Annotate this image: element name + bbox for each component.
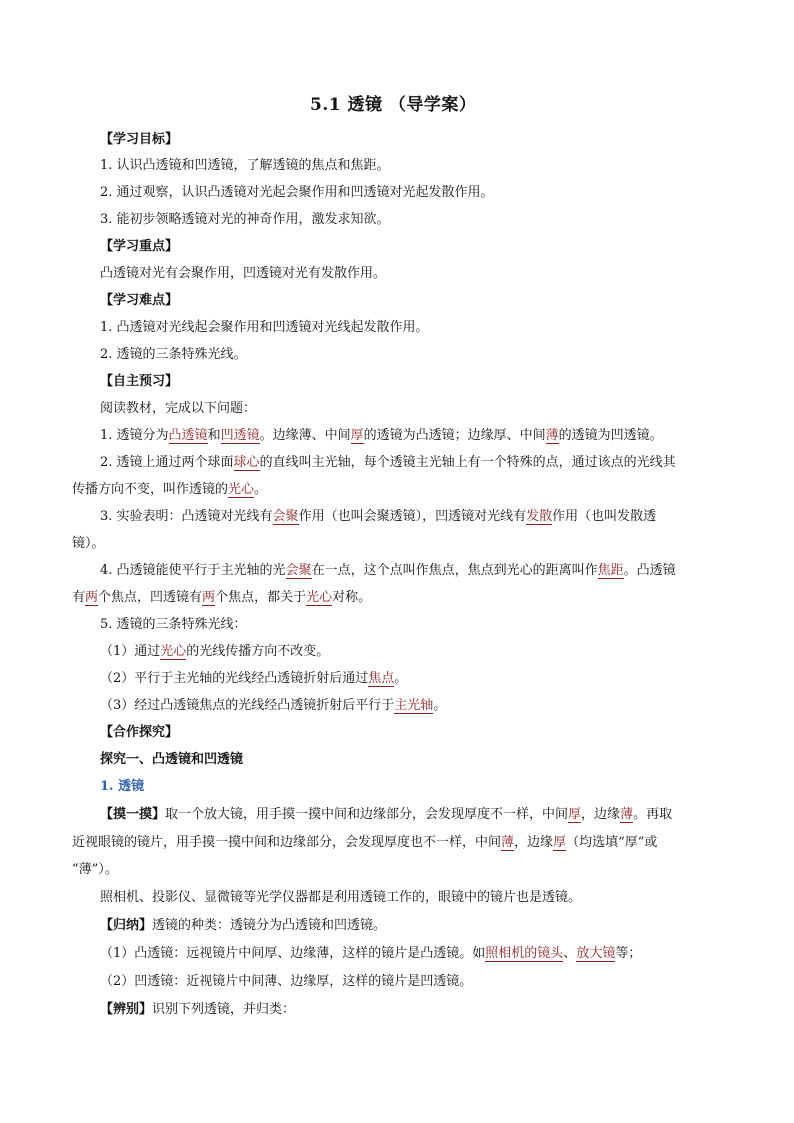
answer-blank: 光心 xyxy=(228,482,255,497)
identify-activity xyxy=(100,1001,295,1019)
camera-note: 照相机、投影仪、显微镜等光学仪器都是利用透镜工作的，眼镜中的镜片也是透镜。 xyxy=(100,890,582,905)
explore-section-title: 1. 透镜 xyxy=(100,779,145,794)
text: 。凸透镜 xyxy=(623,563,676,578)
tag: 【归纳】 xyxy=(100,918,153,933)
preview-question-2 xyxy=(100,454,676,472)
text: 传播方向不变，叫作透镜的 xyxy=(72,482,229,497)
objective-item: 3. 能初步领略透镜对光的神奇作用，激发求知欲。 xyxy=(100,212,390,227)
touch-activity-cont xyxy=(72,834,657,852)
answer-blank: 凹透镜 xyxy=(220,428,260,443)
preview-question-3-cont: 镜）。 xyxy=(72,536,105,551)
preview-intro: 阅读教材，完成以下问题： xyxy=(100,401,257,416)
summary xyxy=(100,917,386,935)
special-ray-2 xyxy=(100,670,407,688)
text: 个焦点，凹透镜有 xyxy=(98,590,203,605)
text: 的光线传播方向不改变。 xyxy=(186,644,330,659)
answer-blank: 薄 xyxy=(620,807,634,822)
answer-blank: 两 xyxy=(85,590,99,605)
text: （均选填“厚”或 xyxy=(566,835,658,850)
objective-item: 2. 通过观察，认识凸透镜对光起会聚作用和凹透镜对光起发散作用。 xyxy=(100,185,494,200)
text: 个焦点，都关于 xyxy=(215,590,307,605)
section-header-objectives: 【学习目标】 xyxy=(100,132,179,147)
text: 1. 透镜分为 xyxy=(100,428,169,443)
convex-lens-note xyxy=(100,945,641,963)
text: 作用（也叫会聚透镜），凹透镜对光线有 xyxy=(298,509,527,524)
answer-blank: 薄 xyxy=(501,835,515,850)
preview-question-3 xyxy=(100,508,656,526)
text: 等； xyxy=(615,946,642,961)
text: 的透镜为凸透镜；边缘厚、中间 xyxy=(363,428,546,443)
text: （1）凸透镜：远视镜片中间厚、边缘薄，这样的镜片是凸透镜。如 xyxy=(100,946,486,961)
preview-question-1 xyxy=(100,427,663,445)
preview-question-4-cont xyxy=(72,589,371,607)
answer-blank: 凸透镜 xyxy=(168,428,208,443)
section-header-difficulties: 【学习难点】 xyxy=(100,293,179,308)
answer-blank: 会聚 xyxy=(272,509,299,524)
text: 对称。 xyxy=(332,590,372,605)
answer-blank: 焦点 xyxy=(368,671,395,686)
special-ray-3 xyxy=(100,697,446,715)
text: 在一点，这个点叫作焦点，焦点到光心的距离叫作 xyxy=(311,563,598,578)
answer-blank: 会聚 xyxy=(285,563,312,578)
answer-blank: 照相机的镜头 xyxy=(485,946,564,961)
answer-blank: 光心 xyxy=(306,590,333,605)
special-ray-1 xyxy=(100,643,329,661)
text: 。 xyxy=(254,482,268,497)
answer-blank: 光心 xyxy=(160,644,187,659)
text: 和 xyxy=(207,428,221,443)
text: 。再取 xyxy=(633,807,673,822)
preview-question-2-cont xyxy=(72,481,267,499)
section-header-explore: 【合作探究】 xyxy=(100,725,179,740)
answer-blank: 厚 xyxy=(568,807,582,822)
text: ，边缘 xyxy=(581,807,621,822)
text: 2. 透镜上通过两个球面 xyxy=(100,455,234,470)
touch-activity xyxy=(100,806,672,824)
text: 。 xyxy=(394,671,408,686)
objective-item: 1. 认识凸透镜和凹透镜，了解透镜的焦点和焦距。 xyxy=(100,158,390,173)
answer-blank: 两 xyxy=(202,590,216,605)
text: （3）经过凸透镜焦点的光线经凸透镜折射后平行于 xyxy=(100,698,395,713)
preview-question-4 xyxy=(100,562,676,580)
text: 的直线叫主光轴，每个透镜主光轴上有一个特殊的点，通过该点的光线其 xyxy=(259,455,676,470)
preview-question-5: 5. 透镜的三条特殊光线： xyxy=(100,617,247,632)
touch-activity-cont: “薄”）。 xyxy=(72,862,118,877)
answer-blank: 发散 xyxy=(526,509,553,524)
text: 识别下列透镜，并归类： xyxy=(152,1002,296,1017)
answer-blank: 球心 xyxy=(233,455,260,470)
text: 。边缘薄、中间 xyxy=(259,428,351,443)
answer-blank: 放大镜 xyxy=(576,946,616,961)
text: 作用（也叫发散透 xyxy=(552,509,657,524)
page-title: 5.1 透镜 （导学案） xyxy=(310,95,477,115)
text: ，边缘 xyxy=(514,835,554,850)
difficulty-item: 2. 透镜的三条特殊光线。 xyxy=(100,347,247,362)
answer-blank: 主光轴 xyxy=(394,698,434,713)
text: （1）通过 xyxy=(100,644,161,659)
answer-blank: 厚 xyxy=(553,835,567,850)
explore-subheading: 探究一、凸透镜和凹透镜 xyxy=(100,752,244,767)
text: 。 xyxy=(433,698,447,713)
answer-blank: 薄 xyxy=(545,428,559,443)
text: 、 xyxy=(563,946,577,961)
difficulty-item: 1. 凸透镜对光线起会聚作用和凹透镜对光线起发散作用。 xyxy=(100,320,429,335)
text: 3. 实验表明：凸透镜对光线有 xyxy=(100,509,273,524)
text: （2）平行于主光轴的光线经凸透镜折射后通过 xyxy=(100,671,369,686)
section-header-keypoints: 【学习重点】 xyxy=(100,239,179,254)
text: 透镜的种类：透镜分为凸透镜和凹透镜。 xyxy=(152,918,387,933)
tag: 【摸一摸】 xyxy=(100,807,166,822)
answer-blank: 厚 xyxy=(350,428,364,443)
concave-lens-note: （2）凹透镜：近视镜片中间薄、边缘厚，这样的镜片是凹透镜。 xyxy=(100,974,473,989)
tag: 【辨别】 xyxy=(100,1002,153,1017)
text: 近视眼镜的镜片，用手摸一摸中间和边缘部分，会发现厚度也不一样，中间 xyxy=(72,835,502,850)
text: 有 xyxy=(72,590,86,605)
text: 4. 凸透镜能使平行于主光轴的光 xyxy=(100,563,286,578)
answer-blank: 焦距 xyxy=(597,563,624,578)
text: 取一个放大镜，用手摸一摸中间和边缘部分，会发现厚度不一样，中间 xyxy=(165,807,569,822)
section-header-preview: 【自主预习】 xyxy=(100,374,179,389)
text: 的透镜为凹透镜。 xyxy=(558,428,663,443)
keypoints-text: 凸透镜对光有会聚作用，凹透镜对光有发散作用。 xyxy=(100,266,387,281)
